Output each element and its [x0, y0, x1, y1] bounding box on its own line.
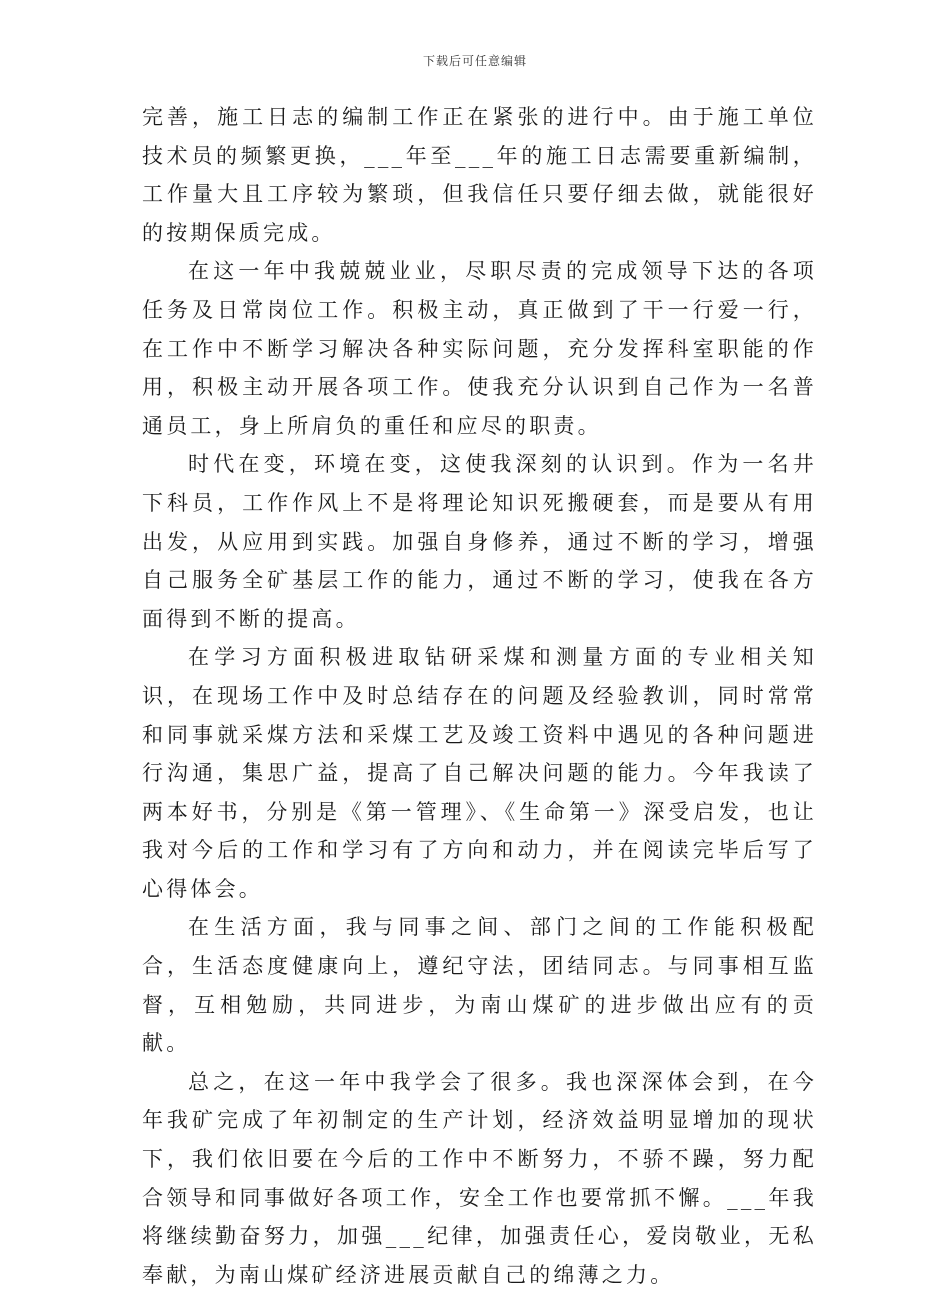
- page-header: 下载后可任意编辑: [422, 54, 527, 68]
- paragraph-2: 在这一年中我兢兢业业，尽职尽责的完成领导下达的各项任务及日常岗位工作。积极主动，真正做到了干一行爱一行，在工作中不断学习解决各种实际问题，充分发挥科室职能的作用，积极主动开展各项工作。使我充分认识到自己作为一名普通员工，身上所肩负的重任和应尽的职责。: [142, 259, 817, 438]
- paragraph-5: 在生活方面，我与同事之间、部门之间的工作能积极配合，生活态度健康向上，遵纪守法，团结同志。与同事相互监督，互相勉励，共同进步，为南山煤矿的进步做出应有的贡献。: [142, 915, 817, 1056]
- document-body: [142, 98, 817, 1294]
- paragraph-3: 时代在变，环境在变，这使我深刻的认识到。作为一名井下科员，工作作风上不是将理论知识死搬硬套，而是要从有用出发，从应用到实践。加强自身修养，通过不断的学习，增强自己服务全矿基层工作的能力，通过不断的学习，使我在各方面得到不断的提高。: [142, 452, 817, 631]
- paragraph-1: 完善，施工日志的编制工作正在紧张的进行中。由于施工单位技术员的频繁更换，___年至___年的施工日志需要重新编制，工作量大且工序较为繁琐，但我信任只要仔细去做，就能很好的按期保质完成。: [142, 105, 817, 245]
- paragraph-4: 在学习方面积极进取钻研采煤和测量方面的专业相关知识，在现场工作中及时总结存在的问题及经验教训，同时常常和同事就采煤方法和采煤工艺及竣工资料中遇见的各种问题进行沟通，集思广益，提高了自己解决问题的能力。今年我读了两本好书，分别是《第一管理》、《生命第一》深受启发，也让我对今后的工作和学习有了方向和动力，并在阅读完毕后写了心得体会。: [142, 645, 817, 901]
- paragraph-6: 总之，在这一年中我学会了很多。我也深深体会到，在今年我矿完成了年初制定的生产计划，经济效益明显增加的现状下，我们依旧要在今后的工作中不断努力，不骄不躁，努力配合领导和同事做好各项工作，安全工作也要常抓不懈。___年我将继续勤奋努力，加强___纪律，加强责任心，爱岗敬业，无私奉献，为南山煤矿经济进展贡献自己的绵薄之力。: [142, 1069, 817, 1287]
